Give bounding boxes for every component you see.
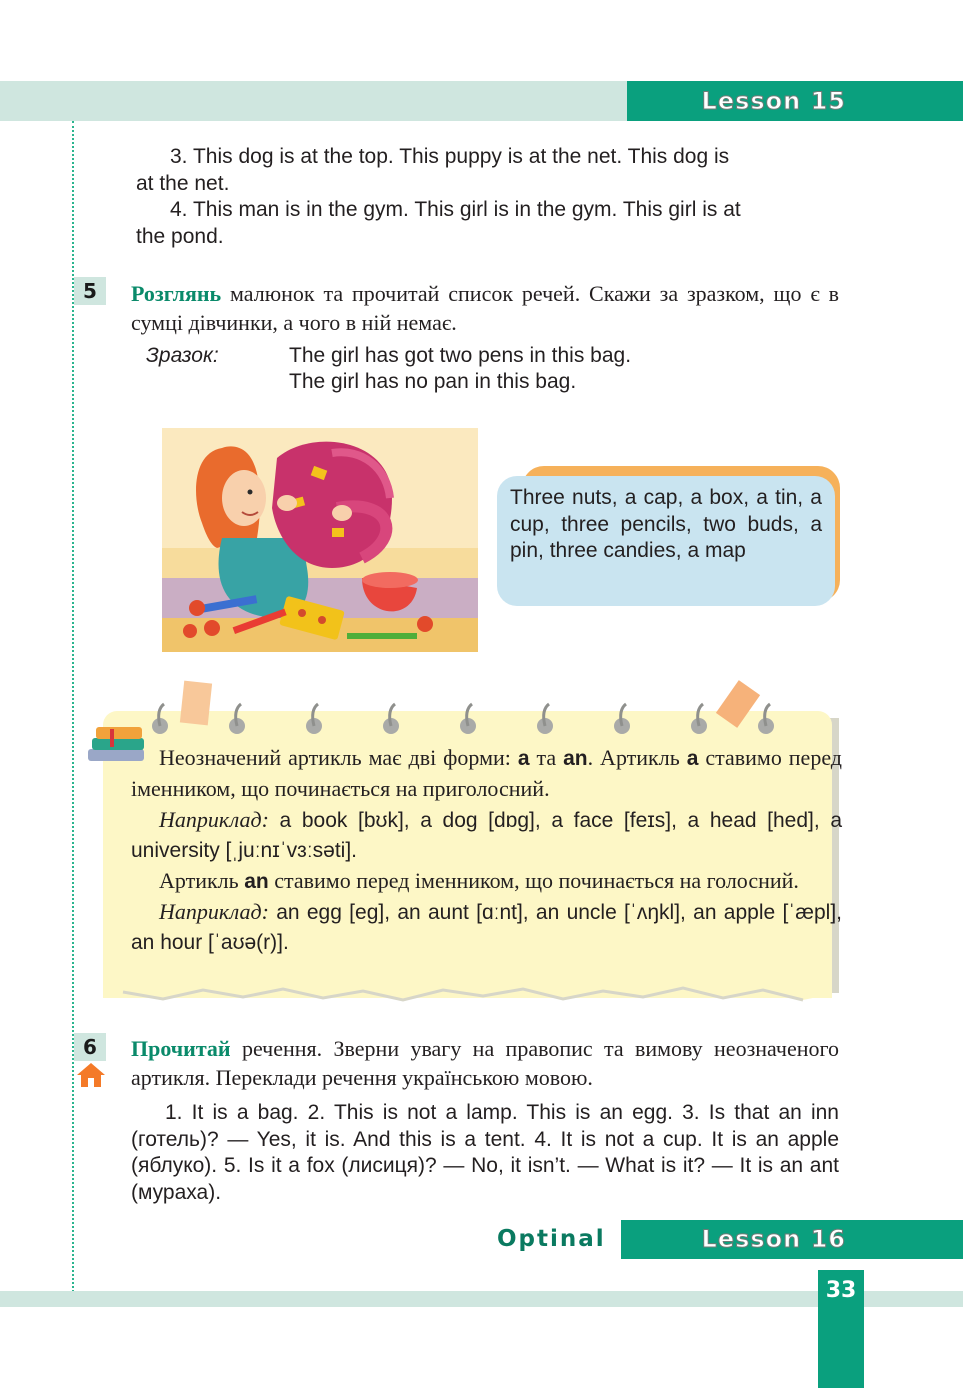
exercise-5-task-verb: Розглянь [131, 281, 222, 306]
lesson-header-tab [627, 81, 963, 121]
rule-article-an: an [563, 747, 588, 770]
example-vowel-words: an egg [eg], an aunt [ɑːnt], an uncle [ˈʌŋkl], an apple [ˈæpl], an hour [ˈaʊə(r)]. [131, 901, 842, 954]
sample-label: Зразок: [146, 344, 219, 367]
torn-paper-edge [103, 982, 832, 1004]
example-consonant-words: a book [bʊk], a dog [dɒg], a face [feɪs], a head [hed], a university [ˌjuːnɪˈvɜːsəti]. [131, 809, 842, 862]
exercise-6-task-text: речення. Зверни увагу на правопис та вимову неозначеного артикля. Переклади речення українською мовою. [131, 1036, 839, 1090]
exercise-5-task [131, 279, 839, 337]
rule-text-1b: та [529, 745, 564, 770]
exercise-continuation [136, 144, 840, 250]
optional-label: Optinal [497, 1226, 606, 1252]
next-lesson-title: Lesson 16 [701, 1225, 846, 1253]
exercise-6-sentences: 1. It is a bag. 2. This is not a lamp. This is an egg. 3. Is that an inn (готель)? — Yes, it is. And this is a tent. 4. It is not a cup. It is an apple (яблуко). 5. Is it a fox (лисиця)? — No, it isn’t. — What is it? — It is an ant (мураха). [131, 1101, 839, 1204]
page-number: 33 [825, 1278, 857, 1303]
rule-text-1d: ставимо перед іменником, що починається на приголосний. [131, 745, 842, 801]
rule-article-a-2: a [686, 747, 699, 770]
notebook-ring-icon [140, 680, 790, 735]
rule-text-1c: . Артикль [587, 745, 687, 770]
exercise-6-task-verb: Прочитай [131, 1036, 231, 1061]
list-bubble: Three nuts, a cap, a box, a tin, a cup, three pencils, two buds, a pin, three candies, a map [497, 476, 835, 606]
exercise-6-task [131, 1034, 839, 1092]
rule-article-an-2: an [244, 870, 269, 893]
rule-text-2a: Артикль [159, 868, 245, 893]
grammar-note-text [131, 743, 842, 958]
sentence-3b: at the net. [136, 171, 230, 195]
rule-article-a: a [517, 747, 530, 770]
sample-line-1: The girl has got two pens in this bag. [289, 344, 632, 367]
exercise-5-task-text: малюнок та прочитай список речей. Скажи за зразком, що є в сумці дівчинки, а чого в ній немає. [131, 281, 839, 335]
sentence-4b: the pond. [136, 224, 224, 248]
example-label-1: Наприклад: [159, 807, 269, 832]
rule-text-2b: ставимо перед іменником, що починається на голосний. [268, 868, 799, 893]
lesson-title: Lesson 15 [701, 87, 846, 115]
example-label-2: Наприклад: [159, 899, 269, 924]
next-lesson-tab [621, 1220, 963, 1259]
girl-with-bag-illustration [162, 428, 478, 652]
sentence-3a: 3. This dog is at the top. This puppy is at the net. This dog is [170, 145, 730, 168]
exercise-6-number: 6 [74, 1033, 106, 1061]
page-number-tab [818, 1270, 864, 1388]
home-icon [76, 1062, 106, 1088]
rule-text-1a: Неозначений артикль має дві форми: [159, 745, 518, 770]
sentence-4a: 4. This man is in the gym. This girl is in the gym. This girl is at [170, 198, 741, 221]
sample-line-2: The girl has no pan in this bag. [289, 370, 577, 393]
exercise-5-number: 5 [74, 277, 106, 305]
